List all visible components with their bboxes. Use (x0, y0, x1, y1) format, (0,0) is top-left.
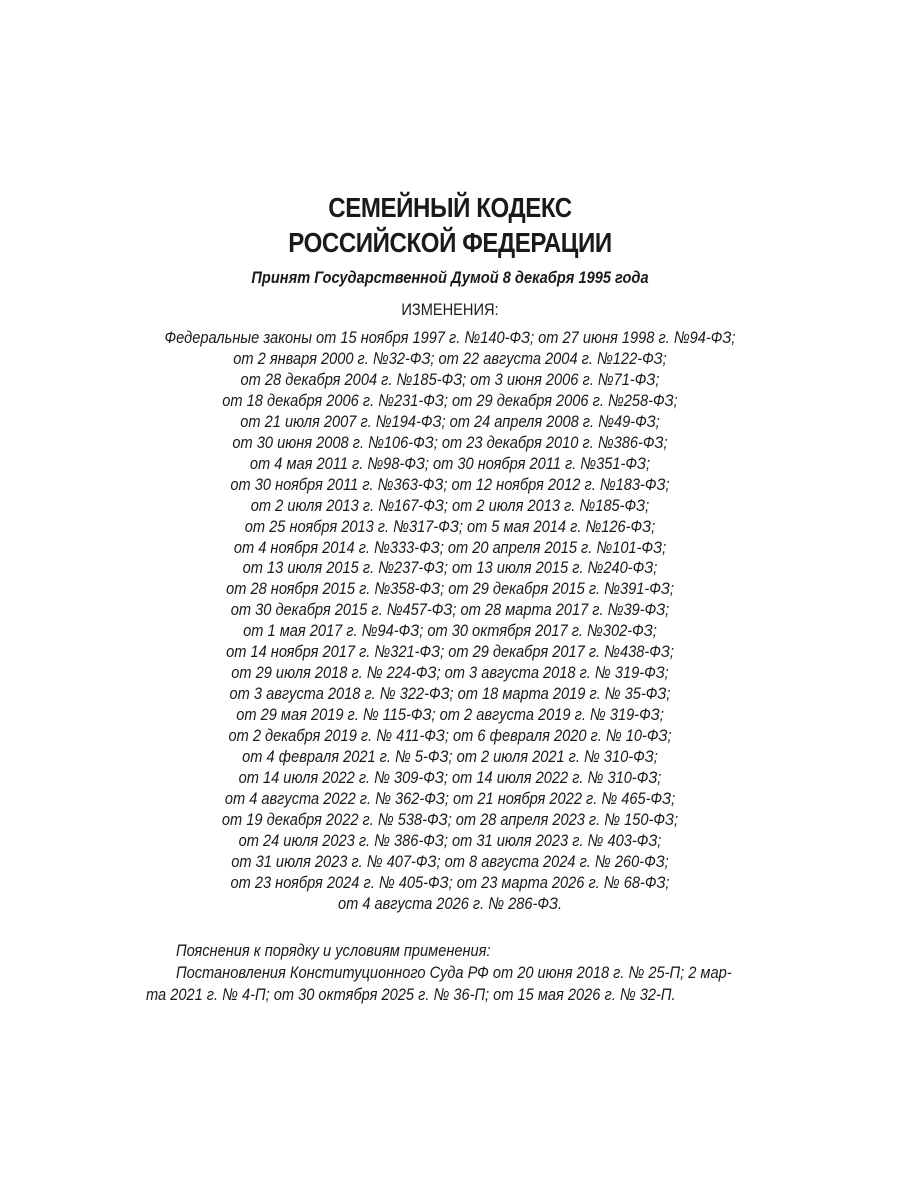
amendment-line: от 19 декабря 2022 г. № 538-ФЗ; от 28 апреля 2023 г. № 150-ФЗ; (221, 809, 679, 829)
amendment-line: от 14 ноября 2017 г. №321-ФЗ; от 29 декабря 2017 г. №438-ФЗ; (226, 642, 674, 662)
amendment-line: от 18 декабря 2006 г. №231-ФЗ; от 29 декабря 2006 г. №258-ФЗ; (222, 390, 678, 410)
application-notes (146, 940, 766, 1006)
amendment-line: от 30 ноября 2011 г. №363-ФЗ; от 12 ноября 2012 г. №183-ФЗ; (230, 474, 670, 494)
amendment-line: от 23 ноября 2024 г. № 405-ФЗ; от 23 марта 2026 г. № 68-ФЗ; (230, 872, 670, 892)
document-title-line-1: СЕМЕЙНЫЙ КОДЕКС (328, 192, 572, 223)
adoption-subtitle: Принят Государственной Думой 8 декабря 1995 года (251, 268, 649, 287)
amendment-line: от 4 мая 2011 г. №98-ФЗ; от 30 ноября 2011 г. №351-ФЗ; (249, 453, 651, 473)
amendment-line: от 28 декабря 2004 г. №185-ФЗ; от 3 июня 2006 г. №71-ФЗ; (240, 369, 660, 389)
amendment-line: от 1 мая 2017 г. №94-ФЗ; от 30 октября 2017 г. №302-ФЗ; (243, 621, 657, 641)
amendment-line: от 3 августа 2018 г. № 322-ФЗ; от 18 марта 2019 г. № 35-ФЗ; (229, 684, 671, 704)
amendment-line: от 29 мая 2019 г. № 115-ФЗ; от 2 августа 2019 г. № 319-ФЗ; (236, 705, 664, 725)
amendment-line: от 31 июля 2023 г. № 407-ФЗ; от 8 августа 2024 г. № 260-ФЗ; (231, 851, 669, 871)
amendments-list (63, 328, 837, 915)
amendment-line: от 13 июля 2015 г. №237-ФЗ; от 13 июля 2015 г. №240-ФЗ; (242, 558, 658, 578)
amendment-line: от 21 июля 2007 г. №194-ФЗ; от 24 апреля 2008 г. №49-ФЗ; (240, 411, 660, 431)
amendment-line: от 30 декабря 2015 г. №457-ФЗ; от 28 марта 2017 г. №39-ФЗ; (230, 600, 670, 620)
amendment-line: от 14 июля 2022 г. № 309-ФЗ; от 14 июля 2022 г. № 310-ФЗ; (238, 768, 662, 788)
amendment-line: от 28 ноября 2015 г. №358-ФЗ; от 29 декабря 2015 г. №391-ФЗ; (226, 579, 674, 599)
amendment-line: от 2 декабря 2019 г. № 411-ФЗ; от 6 февраля 2020 г. № 10-ФЗ; (228, 726, 672, 746)
amendment-line: от 24 июля 2023 г. № 386-ФЗ; от 31 июля 2023 г. № 403-ФЗ; (238, 830, 662, 850)
amendment-line: Федеральные законы от 15 ноября 1997 г. №140-ФЗ; от 27 июня 1998 г. №94-ФЗ; (164, 328, 736, 347)
amendment-line: от 30 июня 2008 г. №106-ФЗ; от 23 декабря 2010 г. №386-ФЗ; (232, 432, 668, 452)
amendment-line: от 2 июля 2013 г. №167-ФЗ; от 2 июля 2013 г. №185-ФЗ; (250, 495, 650, 515)
amendment-line: от 4 августа 2022 г. № 362-ФЗ; от 21 ноября 2022 г. № 465-ФЗ; (224, 788, 676, 808)
notes-text-line-2: та 2021 г. № 4-П; от 30 октября 2025 г. № 36-П; от 15 мая 2026 г. № 32-П. (146, 985, 676, 1004)
amendment-line: от 4 ноября 2014 г. №333-ФЗ; от 20 апреля 2015 г. №101-ФЗ; (233, 537, 667, 557)
amendment-line: от 4 августа 2026 г. № 286-ФЗ. (337, 893, 563, 913)
notes-heading: Пояснения к порядку и условиям применения: (176, 941, 491, 960)
amendment-line: от 29 июля 2018 г. № 224-ФЗ; от 3 августа 2018 г. № 319-ФЗ; (231, 663, 669, 683)
changes-heading: ИЗМЕНЕНИЯ: (401, 300, 499, 319)
amendment-line: от 2 января 2000 г. №32-ФЗ; от 22 августа 2004 г. №122-ФЗ; (233, 348, 667, 368)
notes-text-line-1: Постановления Конституционного Суда РФ от 20 июня 2018 г. № 25-П; 2 мар- (176, 963, 732, 982)
document-title-line-2: РОССИЙСКОЙ ФЕДЕРАЦИИ (288, 227, 612, 258)
amendment-line: от 25 ноября 2013 г. №317-ФЗ; от 5 мая 2014 г. №126-ФЗ; (244, 516, 656, 536)
amendment-line: от 4 февраля 2021 г. № 5-ФЗ; от 2 июля 2021 г. № 310-ФЗ; (242, 747, 658, 767)
